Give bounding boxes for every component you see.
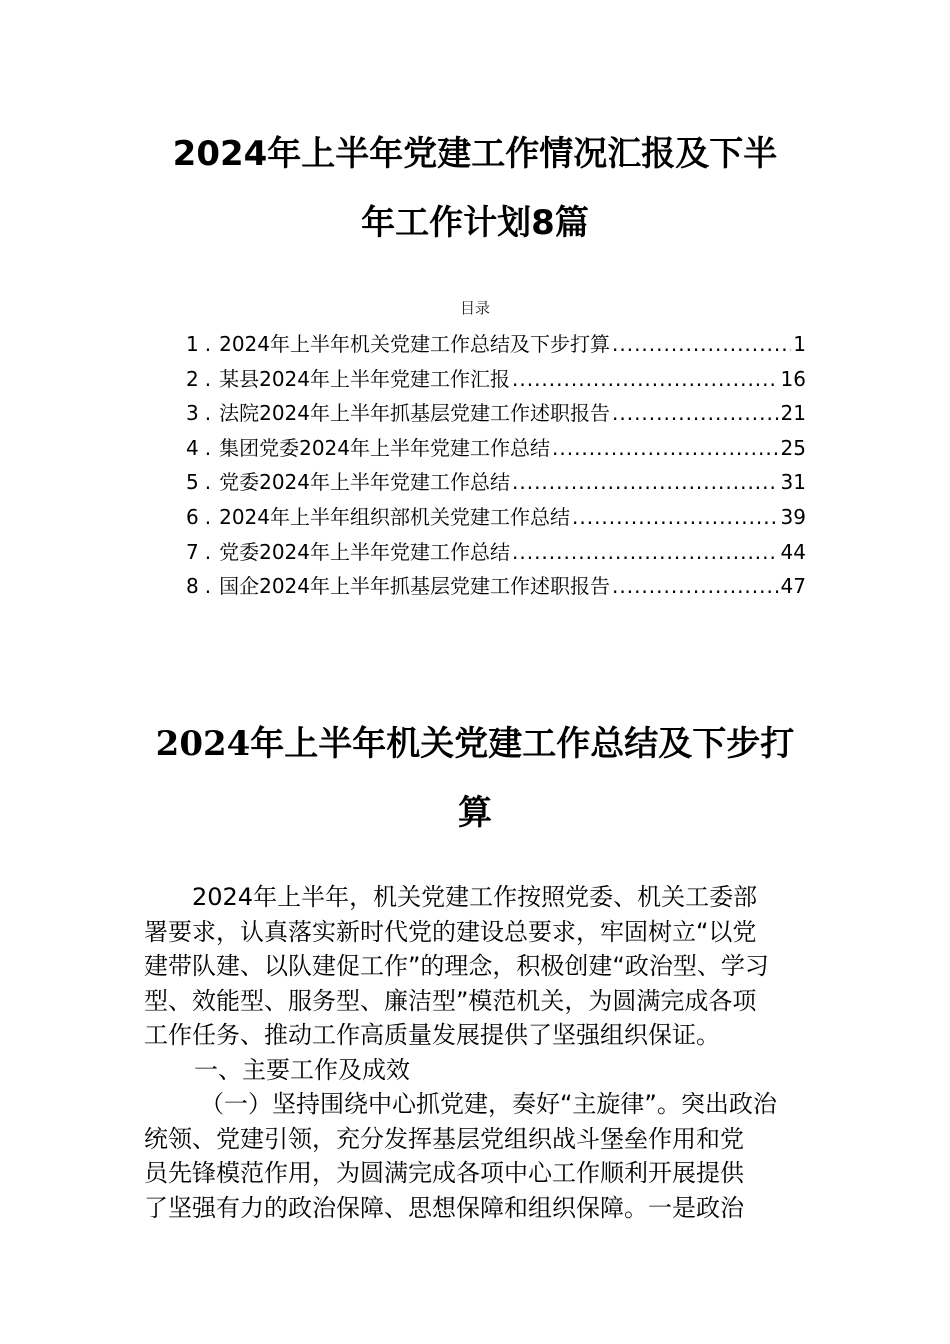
toc-item-number: 2 (186, 366, 199, 391)
toc-item-4[interactable] (186, 431, 806, 466)
toc-item-1[interactable] (186, 327, 806, 362)
section-title-line-2: 算 (458, 793, 492, 833)
toc-item-3[interactable] (186, 396, 806, 431)
toc-item-title: 法院2024年上半年抓基层党建工作述职报告 (219, 401, 610, 426)
toc-item-2[interactable] (186, 362, 806, 397)
toc-item-title: 2024年上半年组织部机关党建工作总结 (219, 504, 570, 529)
toc-item-7[interactable] (186, 535, 806, 570)
toc-item-page: 44 (780, 539, 806, 564)
toc-item-number: 6 (186, 504, 199, 529)
toc-item-title: 党委2024年上半年党建工作总结 (219, 470, 510, 495)
document-title-line-1: 2024年上半年党建工作情况汇报及下半 (172, 134, 778, 174)
section-title-line-1: 2024年上半年机关党建工作总结及下步打 (155, 724, 795, 764)
toc-item-title: 某县2024年上半年党建工作汇报 (219, 366, 510, 391)
paragraph-line: 署要求，认真落实新时代党的建设总要求，牢固树立“以党 (144, 917, 757, 946)
toc-item-separator: . (204, 435, 212, 460)
toc-item-separator: . (204, 366, 212, 391)
toc-item-number: 4 (186, 435, 199, 460)
table-of-contents (186, 327, 806, 604)
paragraph-party-building (144, 1087, 808, 1225)
paragraph-line: （一）坚持围绕中心抓党建，奏好“主旋律”。突出政治 (200, 1090, 777, 1118)
toc-item-separator: . (204, 574, 212, 599)
toc-heading: 目录 (459, 299, 490, 317)
paragraph-line: 2024年上半年，机关党建工作按照党委、机关工委部 (192, 883, 758, 911)
toc-item-number: 7 (186, 539, 199, 564)
toc-item-number: 3 (186, 401, 199, 426)
toc-item-page: 25 (780, 435, 806, 460)
toc-item-title: 集团党委2024年上半年党建工作总结 (219, 435, 550, 460)
toc-item-title: 国企2024年上半年抓基层党建工作述职报告 (219, 574, 610, 599)
toc-item-separator: . (204, 504, 212, 529)
toc-item-8[interactable] (186, 569, 806, 604)
toc-item-separator: . (204, 401, 212, 426)
toc-leader-dots (612, 327, 791, 361)
paragraph-line: 建带队建、以队建促工作”的理念，积极创建“政治型、学习 (144, 952, 769, 980)
toc-item-6[interactable] (186, 500, 806, 535)
paragraph-intro (144, 880, 808, 1053)
paragraph-line: 统领、党建引领，充分发挥基层党组织战斗堡垒作用和党 (144, 1124, 744, 1153)
toc-item-page: 31 (780, 470, 806, 495)
toc-leader-dots (612, 396, 779, 430)
toc-item-page: 1 (793, 332, 806, 356)
toc-item-separator: . (204, 470, 212, 495)
toc-leader-dots (612, 569, 779, 603)
paragraph-line: 了坚强有力的政治保障、思想保障和组织保障。一是政治 (144, 1193, 744, 1222)
toc-item-page: 47 (780, 574, 806, 599)
toc-item-page: 21 (780, 401, 806, 426)
toc-leader-dots (512, 535, 779, 569)
toc-item-title: 2024年上半年机关党建工作总结及下步打算 (219, 332, 610, 356)
section-heading-main-work (144, 1053, 808, 1088)
toc-item-separator: . (204, 332, 212, 356)
paragraph-line: 型、效能型、服务型、廉洁型”模范机关，为圆满完成各项 (144, 986, 757, 1015)
toc-item-number: 8 (186, 574, 199, 599)
toc-item-page: 39 (780, 504, 806, 529)
document-title-line-2: 年工作计划8篇 (361, 203, 589, 243)
toc-leader-dots (512, 465, 779, 499)
toc-item-separator: . (204, 539, 212, 564)
paragraph-line: 员先锋模范作用，为圆满完成各项中心工作顺利开展提供 (144, 1159, 744, 1187)
toc-item-number: 5 (186, 470, 199, 495)
toc-leader-dots (512, 362, 779, 396)
toc-leader-dots (572, 500, 779, 534)
paragraph-line: 工作任务、推动工作高质量发展提供了坚强组织保证。 (144, 1021, 720, 1049)
toc-item-number: 1 (186, 332, 199, 356)
toc-item-5[interactable] (186, 465, 806, 500)
heading-line: 一、主要工作及成效 (194, 1056, 410, 1084)
toc-item-page: 16 (780, 366, 806, 391)
toc-item-title: 党委2024年上半年党建工作总结 (219, 539, 510, 564)
toc-leader-dots (552, 431, 779, 465)
